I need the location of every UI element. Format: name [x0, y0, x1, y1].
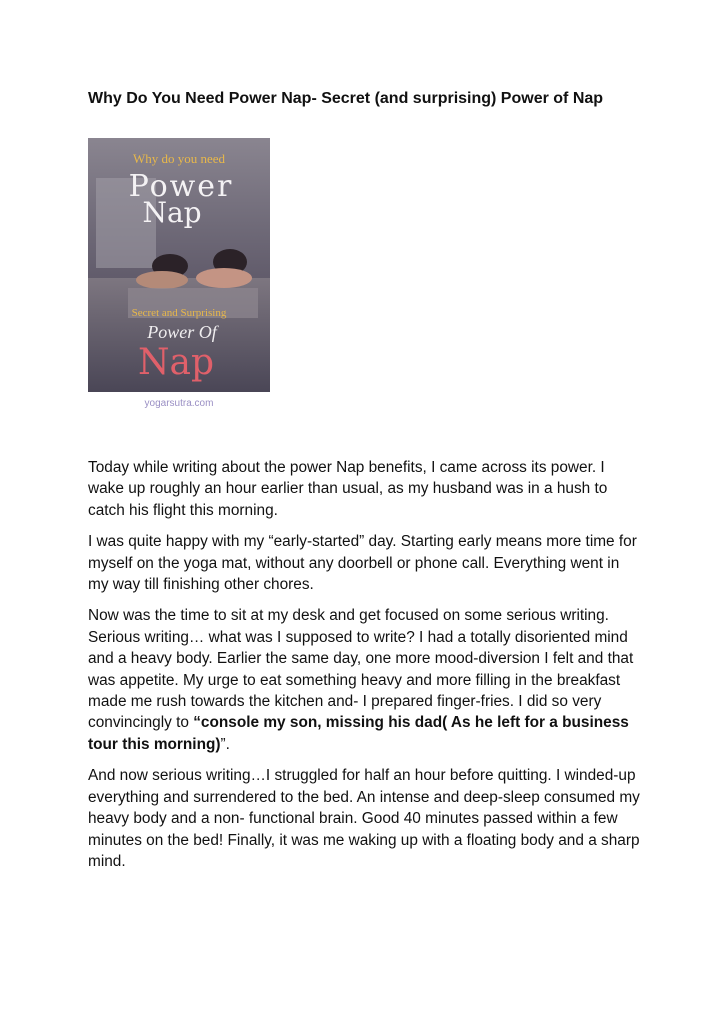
paragraph-3-bold: “console my son, missing his dad( As he left for a business tour this morning): [88, 714, 629, 753]
paragraph-3-text: Now was the time to sit at my desk and get focused on some serious writing. Serious writing… what was I supposed to write? I had a totally disoriented mind and a heavy body. Earlier the same day, one more mood-diversion I felt and that was appetite. My urge to eat something heavy and more filling in the breakfast made me rush towards the kitchen and- I prepared finger-fries. I did so very convincingly to: [88, 607, 634, 732]
cover-line5: Nap: [137, 342, 215, 383]
article-title: Why Do You Need Power Nap- Secret (and surprising) Power of Nap: [88, 90, 604, 107]
paragraph-3-tail: ”.: [220, 735, 230, 753]
cover-line4: Power Of: [147, 322, 217, 342]
cover-line2b: Nap: [142, 196, 202, 229]
paragraph-2: I was quite happy with my “early-started” day. Starting early means more time for myself on the yoga mat, without any doorbell or phone call. Everything went in my way till finishing other chores.: [88, 533, 637, 594]
article-body: [88, 457, 644, 882]
paragraph-3: [88, 605, 644, 755]
cover-image: [88, 138, 270, 410]
cover-line2a: Power: [128, 169, 234, 204]
cover-line1: Why do you need: [132, 151, 226, 166]
cover-credit: yogarsutra.com: [144, 398, 214, 409]
paragraph-4: And now serious writing…I struggled for half an hour before quitting. I winded-up everything and surrendered to the bed. An intense and deep-sleep consumed my heavy body and a non- functional brain. Good 40 minutes passed within a few minutes on the bed! Finally, it was me waking up with a floating body and a sharp mind.: [88, 767, 640, 870]
cover-line3: Secret and Surprising: [131, 307, 227, 319]
paragraph-1: Today while writing about the power Nap benefits, I came across its power. I wake up roughly an hour earlier than usual, as my husband was in a hush to catch his flight this morning.: [88, 459, 608, 519]
